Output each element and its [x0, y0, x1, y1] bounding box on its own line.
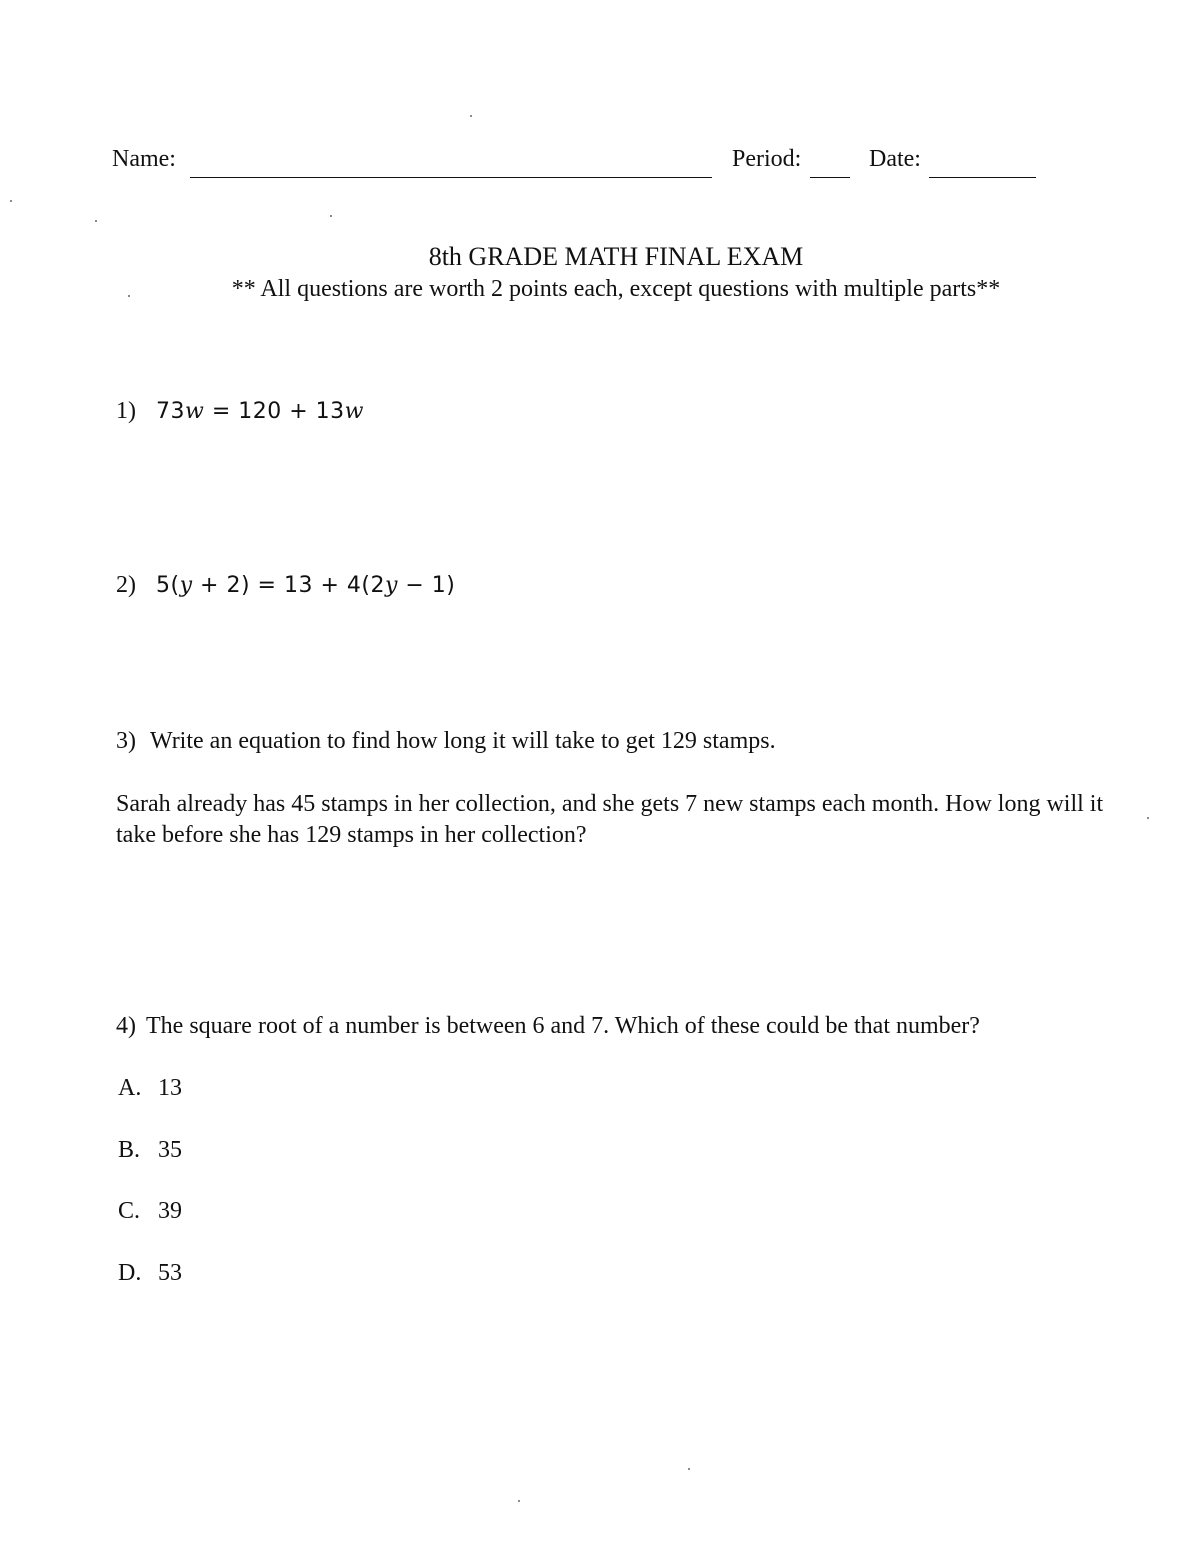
period-label: Period:: [732, 146, 802, 172]
question-number: 3): [116, 728, 136, 754]
question-1: [116, 398, 364, 425]
equation-term: − 1): [397, 573, 456, 598]
scan-speck: [470, 115, 472, 117]
question-3: [116, 728, 776, 755]
equation-term: 73: [156, 399, 185, 424]
question-3-passage: Sarah already has 45 stamps in her collection, and she gets 7 new stamps each month. How long will it take before she has 129 stamps in her collection?: [116, 791, 1104, 848]
question-3-prompt: Write an equation to find how long it will take to get 129 stamps.: [150, 728, 776, 754]
choice-b[interactable]: [118, 1137, 182, 1164]
question-number: 1): [116, 398, 136, 424]
exam-title: 8th GRADE MATH FINAL EXAM: [428, 242, 804, 271]
question-number: 2): [116, 572, 136, 598]
question-number: 4): [116, 1013, 136, 1039]
choice-value: 53: [158, 1260, 182, 1286]
equation-term: = 120 + 13: [204, 399, 345, 424]
choice-letter: C.: [118, 1198, 141, 1224]
scan-speck: [688, 1468, 690, 1470]
scan-speck: [10, 200, 12, 202]
question-4-prompt: The square root of a number is between 6 and 7. Which of these could be that number?: [146, 1013, 980, 1039]
exam-point-note: ** All questions are worth 2 points each, except questions with multiple parts**: [231, 276, 1001, 302]
question-1-equation: [156, 399, 364, 424]
question-4: [116, 1013, 980, 1040]
choice-letter: A.: [118, 1075, 142, 1101]
question-2: [116, 572, 455, 599]
choice-value: 39: [158, 1198, 182, 1224]
scan-speck: [128, 295, 130, 297]
choice-value: 35: [158, 1137, 182, 1163]
choice-letter: D.: [118, 1260, 142, 1286]
period-blank[interactable]: [810, 177, 850, 178]
choice-letter: B.: [118, 1137, 141, 1163]
equation-variable: y: [179, 573, 193, 598]
scan-speck: [518, 1500, 520, 1502]
name-label: Name:: [112, 146, 176, 172]
choice-value: 13: [158, 1075, 182, 1101]
choice-c[interactable]: [118, 1198, 182, 1225]
date-blank[interactable]: [929, 177, 1036, 178]
scan-speck: [330, 215, 332, 217]
equation-variable: w: [344, 399, 365, 424]
student-info-header: [112, 146, 1042, 186]
choice-a[interactable]: [118, 1075, 182, 1102]
name-blank[interactable]: [190, 177, 712, 178]
equation-term: + 2) = 13 + 4(2: [192, 573, 385, 598]
scan-speck: [95, 220, 97, 222]
equation-variable: y: [384, 573, 398, 598]
date-label: Date:: [869, 146, 921, 172]
scan-speck: [1147, 817, 1149, 819]
choice-d[interactable]: [118, 1260, 182, 1287]
equation-variable: w: [185, 399, 205, 424]
equation-term: 5(: [156, 573, 180, 598]
question-2-equation: [156, 573, 455, 598]
